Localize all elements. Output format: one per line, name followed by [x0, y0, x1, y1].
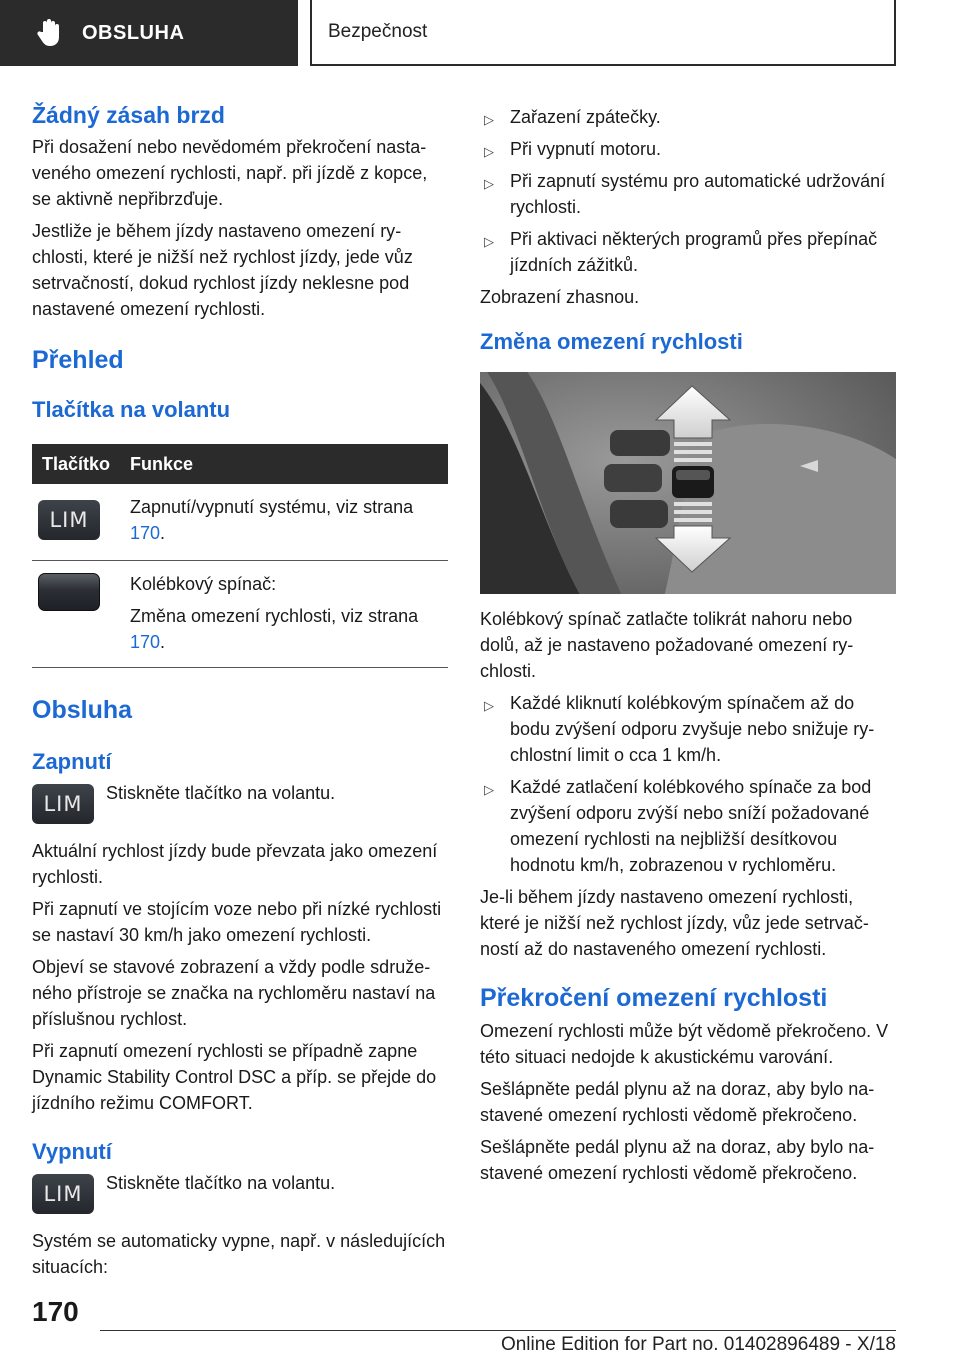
left-column: [32, 100, 448, 1286]
footer-edition: Online Edition for Part no. 01402896489 - X/18: [500, 1334, 896, 1355]
list-item-text: Při aktivaci některých programů přes přepínač jízdních zážitků.: [510, 229, 878, 275]
triangle-bullet-icon: ▷: [484, 782, 494, 797]
paragraph: Zobrazení zhasnou.: [480, 287, 640, 307]
table-row: [32, 561, 448, 668]
list-item-text: Zařazení zpátečky.: [510, 107, 661, 127]
section-tab: [0, 0, 298, 66]
list-item-text: Při zapnutí systému pro automatické udržování rychlosti.: [510, 171, 886, 217]
paragraph: Kolébkový spínač zatlačte tolikrát nahoru nebo dolů, až je nastaveno požadované omezení rychlosti.: [480, 609, 854, 681]
page-link[interactable]: 170: [130, 632, 161, 652]
rocker-behaviour-list: [480, 690, 896, 878]
paragraph: Aktuální rychlost jízdy bude převzata jako omezení rychlosti.: [32, 841, 438, 887]
chapter-title: [310, 0, 896, 66]
triangle-bullet-icon: ▷: [484, 144, 494, 159]
table-cell-function: [130, 561, 448, 668]
deactivation-list: [480, 104, 896, 278]
row2-line1: Kolébkový spínač:: [130, 574, 277, 594]
table-cell-icon: [32, 561, 130, 668]
right-column: [480, 104, 896, 1192]
lim-button-icon: LIM: [32, 784, 94, 824]
section-tab-label: OBSLUHA: [82, 21, 185, 44]
buttons-table: [32, 444, 448, 668]
paragraph: Jestliže je během jízdy nastaveno omezení rychlosti, které je nižší než rychlost jízdy, jede vůz setrvačností, dokud rychlost jízdy neklesne pod nastavené omezení rychlosti.: [32, 221, 413, 319]
paragraph: Sešlápněte pedál plynu až na doraz, aby bylo nastavené omezení rychlosti vědomě překročeno.: [480, 1079, 875, 1125]
list-item-text: Při vypnutí motoru.: [510, 139, 662, 159]
table-row: [32, 484, 448, 561]
paragraph: Při dosažení nebo nevědomém překročení nastaveného omezení rychlosti, např. při jízdě z kopce, se aktivně nepřibrzďuje.: [32, 137, 428, 209]
paragraph: Omezení rychlosti může být vědomě překročeno. V této situaci nedojde k akustickému varování.: [480, 1021, 889, 1067]
table-header-function: Funkce: [130, 444, 448, 484]
row2-end: .: [160, 632, 166, 652]
heading-change-limit: Změna omezení rychlosti: [480, 329, 743, 354]
triangle-bullet-icon: ▷: [484, 176, 494, 191]
heading-overview: Přehled: [32, 346, 124, 374]
row1-text: Zapnutí/vypnutí systému, viz strana: [130, 497, 414, 517]
switch-on-instruction: [32, 780, 448, 824]
row2-text: Změna omezení rychlosti, viz strana: [130, 606, 419, 626]
heading-operation: Obsluha: [32, 696, 133, 724]
steering-wheel-illustration: [480, 372, 896, 594]
lim-button-icon: LIM: [32, 1174, 94, 1214]
paragraph: Je-li během jízdy nastaveno omezení rychlosti, které je nižší než rychlost jízdy, vůz jede setrvačností až do nastaveného omezení rychlosti.: [480, 887, 869, 959]
list-item: [480, 774, 896, 878]
table-cell-icon: [32, 484, 130, 561]
heading-exceed-limit: Překročení omezení rychlosti: [480, 984, 828, 1012]
paragraph: Při zapnutí ve stojícím voze nebo při nízké rychlosti se nastaví 30 km/h jako omezení rychlosti.: [32, 899, 442, 945]
chapter-title-text: Bezpečnost: [328, 21, 428, 42]
paragraph: Objeví se stavové zobrazení a vždy podle sdruženého přístroje se značka na rychloměru nastaví na příslušnou rychlost.: [32, 957, 436, 1029]
row1-end: .: [160, 523, 166, 543]
page-link[interactable]: 170: [130, 523, 161, 543]
steering-wheel-image: [480, 372, 896, 594]
list-item: [480, 136, 896, 162]
page-number: 170: [32, 1296, 79, 1327]
heading-switch-off: Vypnutí: [32, 1139, 112, 1164]
list-item: [480, 690, 896, 768]
list-item-text: Každé zatlačení kolébkového spínače za bod zvýšení odporu zvýší nebo sníží požadované omezení rychlosti na nejbližší desítkovou hodnotu km/h, zobrazenou v rychloměru.: [510, 777, 872, 875]
paragraph: Při zapnutí omezení rychlosti se případně zapne Dynamic Stability Control DSC a příp. se přejde do jízdního režimu COMFORT.: [32, 1041, 437, 1113]
paragraph: Sešlápněte pedál plynu až na doraz, aby bylo nastavené omezení rychlosti vědomě překročeno.: [480, 1137, 875, 1183]
heading-no-brake: Žádný zásah brzd: [32, 102, 225, 128]
table-header-row: [32, 444, 448, 484]
heading-switch-on: Zapnutí: [32, 749, 112, 774]
triangle-bullet-icon: ▷: [484, 112, 494, 127]
list-item: [480, 168, 896, 220]
lim-button-icon: LIM: [38, 500, 100, 540]
table-cell-function: [130, 484, 448, 561]
list-item: [480, 226, 896, 278]
switch-off-instruction: [32, 1170, 448, 1214]
instruction-text: Stiskněte tlačítko na volantu.: [106, 783, 336, 803]
triangle-bullet-icon: ▷: [484, 234, 494, 249]
instruction-text: Stiskněte tlačítko na volantu.: [106, 1173, 336, 1193]
heading-steering-buttons: Tlačítka na volantu: [32, 397, 231, 422]
hand-icon: [34, 18, 64, 48]
triangle-bullet-icon: ▷: [484, 698, 494, 713]
list-item-text: Každé kliknutí kolébkovým spínačem až do bodu zvýšení odporu zvyšuje nebo snižuje rychlostní limit o cca 1 km/h.: [510, 693, 875, 765]
paragraph: Systém se automaticky vypne, např. v následujících situacích:: [32, 1231, 446, 1277]
table-header-button: Tlačítko: [32, 444, 130, 484]
rocker-switch-icon: [38, 573, 100, 611]
list-item: [480, 104, 896, 130]
footer-divider: [100, 1330, 896, 1331]
